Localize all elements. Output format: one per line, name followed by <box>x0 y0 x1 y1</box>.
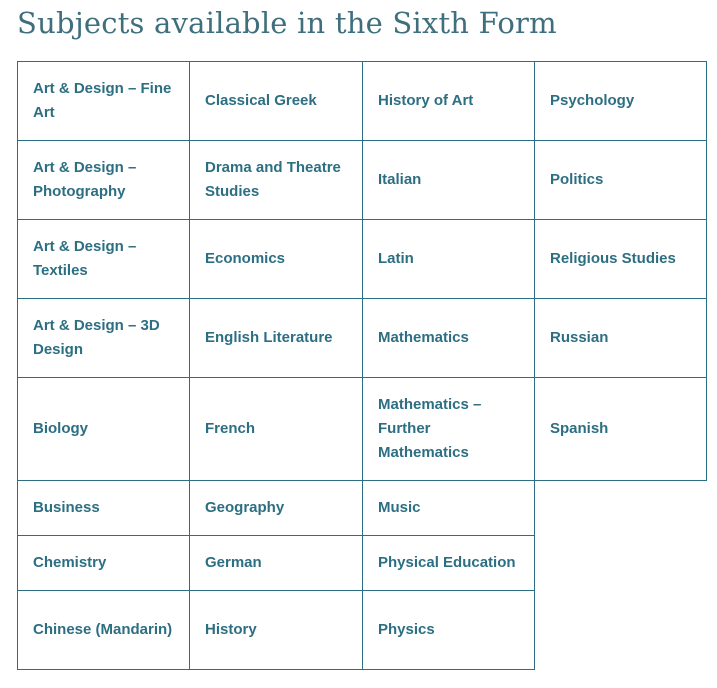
subject-cell: Religious Studies <box>535 220 707 299</box>
subject-cell: German <box>190 536 363 591</box>
subject-cell: French <box>190 378 363 481</box>
table-row <box>18 299 707 378</box>
subject-cell: Geography <box>190 481 363 536</box>
subject-cell: Classical Greek <box>190 62 363 141</box>
page-title: Subjects available in the Sixth Form <box>17 6 557 40</box>
table-row <box>18 62 707 141</box>
subject-cell: Mathematics <box>363 299 535 378</box>
subject-cell: Russian <box>535 299 707 378</box>
subject-cell: Art & Design – 3D Design <box>18 299 190 378</box>
subject-cell: English Literature <box>190 299 363 378</box>
subject-cell: Art & Design – Textiles <box>18 220 190 299</box>
subject-cell: History <box>190 591 363 670</box>
subjects-table <box>17 61 707 670</box>
subject-cell: Economics <box>190 220 363 299</box>
subject-cell: Physics <box>363 591 535 670</box>
subject-cell: Drama and Theatre Studies <box>190 141 363 220</box>
subject-cell: Politics <box>535 141 707 220</box>
subject-cell: Physical Education <box>363 536 535 591</box>
subject-cell: Biology <box>18 378 190 481</box>
subject-cell: History of Art <box>363 62 535 141</box>
table-row <box>18 378 707 481</box>
table-row <box>18 141 707 220</box>
subject-cell: Music <box>363 481 535 536</box>
subject-cell: Chemistry <box>18 536 190 591</box>
subject-cell: Italian <box>363 141 535 220</box>
empty-cell <box>535 591 707 670</box>
subject-cell: Art & Design – Fine Art <box>18 62 190 141</box>
table-row <box>18 220 707 299</box>
subject-cell: Chinese (Mandarin) <box>18 591 190 670</box>
subject-cell: Psychology <box>535 62 707 141</box>
empty-cell <box>535 536 707 591</box>
table-row <box>18 536 707 591</box>
subject-cell: Business <box>18 481 190 536</box>
subject-cell: Spanish <box>535 378 707 481</box>
table-row <box>18 591 707 670</box>
subject-cell: Mathematics – Further Mathematics <box>363 378 535 481</box>
table-row <box>18 481 707 536</box>
subject-cell: Latin <box>363 220 535 299</box>
subject-cell: Art & Design – Photography <box>18 141 190 220</box>
empty-cell <box>535 481 707 536</box>
